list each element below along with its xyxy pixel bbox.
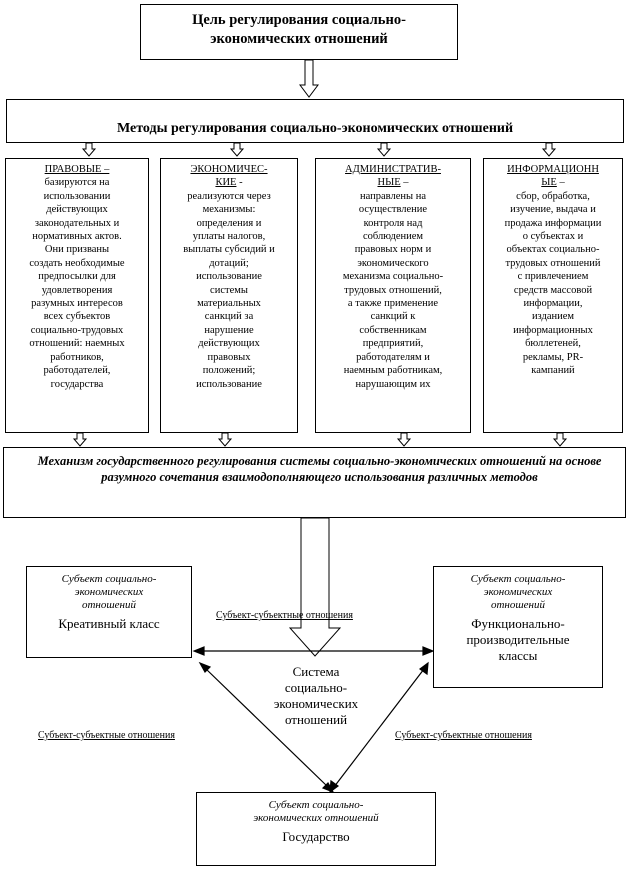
text-line: создать необходимые xyxy=(29,257,125,269)
text-line: направлены на xyxy=(360,190,426,202)
text-line: разумных интересов xyxy=(31,298,123,310)
subject-productive-classes-name-line: производительные xyxy=(466,632,570,647)
text-line: механизмы: xyxy=(202,204,256,216)
text-line: нарушение xyxy=(204,324,254,336)
method-legal-text xyxy=(9,176,145,391)
text-line: изданием xyxy=(531,311,575,323)
subject-role-line: Субъект социально- xyxy=(61,573,157,585)
goal-line-2: экономических отношений xyxy=(210,31,388,47)
subject-creative-class-name: Креативный класс xyxy=(58,616,160,631)
text-line: базируются на xyxy=(44,177,110,189)
method-administrative-box xyxy=(315,158,471,433)
subject-creative-class-box xyxy=(26,566,192,658)
subject-role-line: Субъект социально- xyxy=(470,573,566,585)
subject-role-line: отношений xyxy=(81,599,137,611)
methods-title: Методы регулирования социально-экономических отношений xyxy=(116,121,514,136)
text-line: изучение, выдача и xyxy=(510,204,596,216)
method-economic-title-line-1: ЭКОНОМИЧЕС- xyxy=(190,164,268,175)
goal-box xyxy=(140,4,458,60)
text-line: а также применение xyxy=(347,298,439,310)
method-administrative-text xyxy=(319,190,467,391)
text-line: удовлетворения xyxy=(41,284,113,296)
method-informational-box xyxy=(483,158,623,433)
text-line: соблюдением xyxy=(362,231,424,243)
subject-productive-classes-name-line: Функционально- xyxy=(471,616,565,631)
text-line: правовых норм и xyxy=(354,244,432,256)
text-line: нормативных актов. xyxy=(32,231,122,243)
arrow-mechanism-to-system xyxy=(290,518,340,656)
method-administrative-title-line-1: АДМИНИСТРАТИВ- xyxy=(345,164,441,175)
text-line: предприятий, xyxy=(362,338,424,350)
system-label xyxy=(256,664,376,728)
method-economic-text xyxy=(164,190,294,391)
text-line: кампаний xyxy=(531,365,575,377)
subject-role-line: экономических xyxy=(483,586,553,598)
text-line: использование xyxy=(196,271,262,283)
subject-state-name: Государство xyxy=(282,829,350,844)
arrows-methods-to-items xyxy=(83,143,555,156)
text-line: государства xyxy=(50,378,104,390)
arrows-items-to-mechanism xyxy=(74,433,566,446)
text-line: уплаты налогов, xyxy=(192,231,266,243)
mechanism-box xyxy=(3,447,626,518)
subject-productive-classes-name-line: классы xyxy=(498,648,538,663)
methods-box xyxy=(6,99,624,143)
relation-label-left: Субъект-субъектные отношения xyxy=(38,730,175,741)
subject-role-line: отношений xyxy=(490,599,546,611)
text-line: продажа информации xyxy=(504,217,602,229)
subject-productive-classes-box xyxy=(433,566,603,688)
text-line: материальных xyxy=(197,298,261,310)
text-line: трудовых отношений xyxy=(505,257,601,269)
text-line: законодательных и xyxy=(34,217,120,229)
system-label-line: Система xyxy=(292,664,340,679)
method-informational-title-line-1: ИНФОРМАЦИОНН xyxy=(507,164,599,175)
text-line: сбор, обработка, xyxy=(516,190,590,202)
text-line: действующих xyxy=(46,204,108,216)
mechanism-text: Механизм государственного регулирования системы социально-экономических отношений на основе разумного сочетания взаимодополняющего использования различных методов xyxy=(37,454,602,484)
text-line: трудовых отношений, xyxy=(344,284,442,296)
text-line: наемным работникам, xyxy=(343,365,443,377)
system-label-line: экономических xyxy=(273,696,359,711)
subject-role-line: Субъект социально- xyxy=(268,799,364,811)
text-line: бюллетеней, xyxy=(525,338,581,350)
text-line: средств массовой xyxy=(513,284,593,296)
method-informational-title-suffix: – xyxy=(556,177,565,189)
text-line: осуществление xyxy=(358,204,428,216)
method-informational-text xyxy=(487,190,619,378)
text-line: определения и xyxy=(196,217,262,229)
text-line: дотаций; xyxy=(209,257,249,269)
text-line: Они призваны xyxy=(44,244,110,256)
subject-role-line: экономических xyxy=(74,586,144,598)
system-label-line: отношений xyxy=(284,712,348,727)
text-line: использовании xyxy=(43,190,111,202)
goal-line-1: Цель регулирования социально- xyxy=(192,12,406,28)
arrow-goal-to-methods xyxy=(300,60,318,97)
text-line: реализуются через xyxy=(187,190,271,202)
text-line: социально-трудовых xyxy=(30,324,124,336)
text-line: работодателям и xyxy=(356,351,430,363)
text-line: использование xyxy=(196,378,262,390)
text-line: санкций за xyxy=(204,311,254,323)
text-line: работодателей, xyxy=(43,365,111,377)
text-line: контроля над xyxy=(363,217,423,229)
text-line: всех субъектов xyxy=(43,311,111,323)
text-line: о субъектах и xyxy=(522,231,584,243)
method-economic-title-suffix: - xyxy=(236,177,243,189)
method-administrative-title-suffix: – xyxy=(400,177,409,189)
text-line: действующих xyxy=(198,338,260,350)
text-line: нарушающим их xyxy=(355,378,431,390)
text-line: выплаты субсидий и xyxy=(183,244,275,256)
method-legal-title: ПРАВОВЫЕ – xyxy=(44,164,110,175)
text-line: работников, xyxy=(50,351,104,363)
method-legal-box xyxy=(5,158,149,433)
relation-label-right: Субъект-субъектные отношения xyxy=(395,730,532,741)
text-line: механизма социально- xyxy=(342,271,444,283)
method-economic-title-line-2: КИЕ xyxy=(215,177,237,189)
subject-state-box xyxy=(196,792,436,866)
text-line: правовых xyxy=(207,351,251,363)
subject-role-line: экономических отношений xyxy=(253,812,379,824)
text-line: положений; xyxy=(202,365,256,377)
relation-label-top: Субъект-субъектные отношения xyxy=(216,610,353,621)
text-line: отношений: наемных xyxy=(29,338,125,350)
system-label-line: социально- xyxy=(284,680,348,695)
method-economic-box xyxy=(160,158,298,433)
text-line: экономического xyxy=(357,257,429,269)
text-line: собственникам xyxy=(359,324,427,336)
method-informational-title-line-2: ЫЕ xyxy=(541,177,557,189)
text-line: рекламы, PR- xyxy=(522,351,584,363)
text-line: системы xyxy=(210,284,248,296)
text-line: информационных xyxy=(513,324,593,336)
text-line: с привлечением xyxy=(517,271,589,283)
text-line: информации, xyxy=(523,298,583,310)
text-line: объектах социально- xyxy=(506,244,600,256)
method-administrative-title-line-2: НЫЕ xyxy=(377,177,401,189)
text-line: санкций к xyxy=(370,311,416,323)
text-line: предпосылки для xyxy=(38,271,116,283)
